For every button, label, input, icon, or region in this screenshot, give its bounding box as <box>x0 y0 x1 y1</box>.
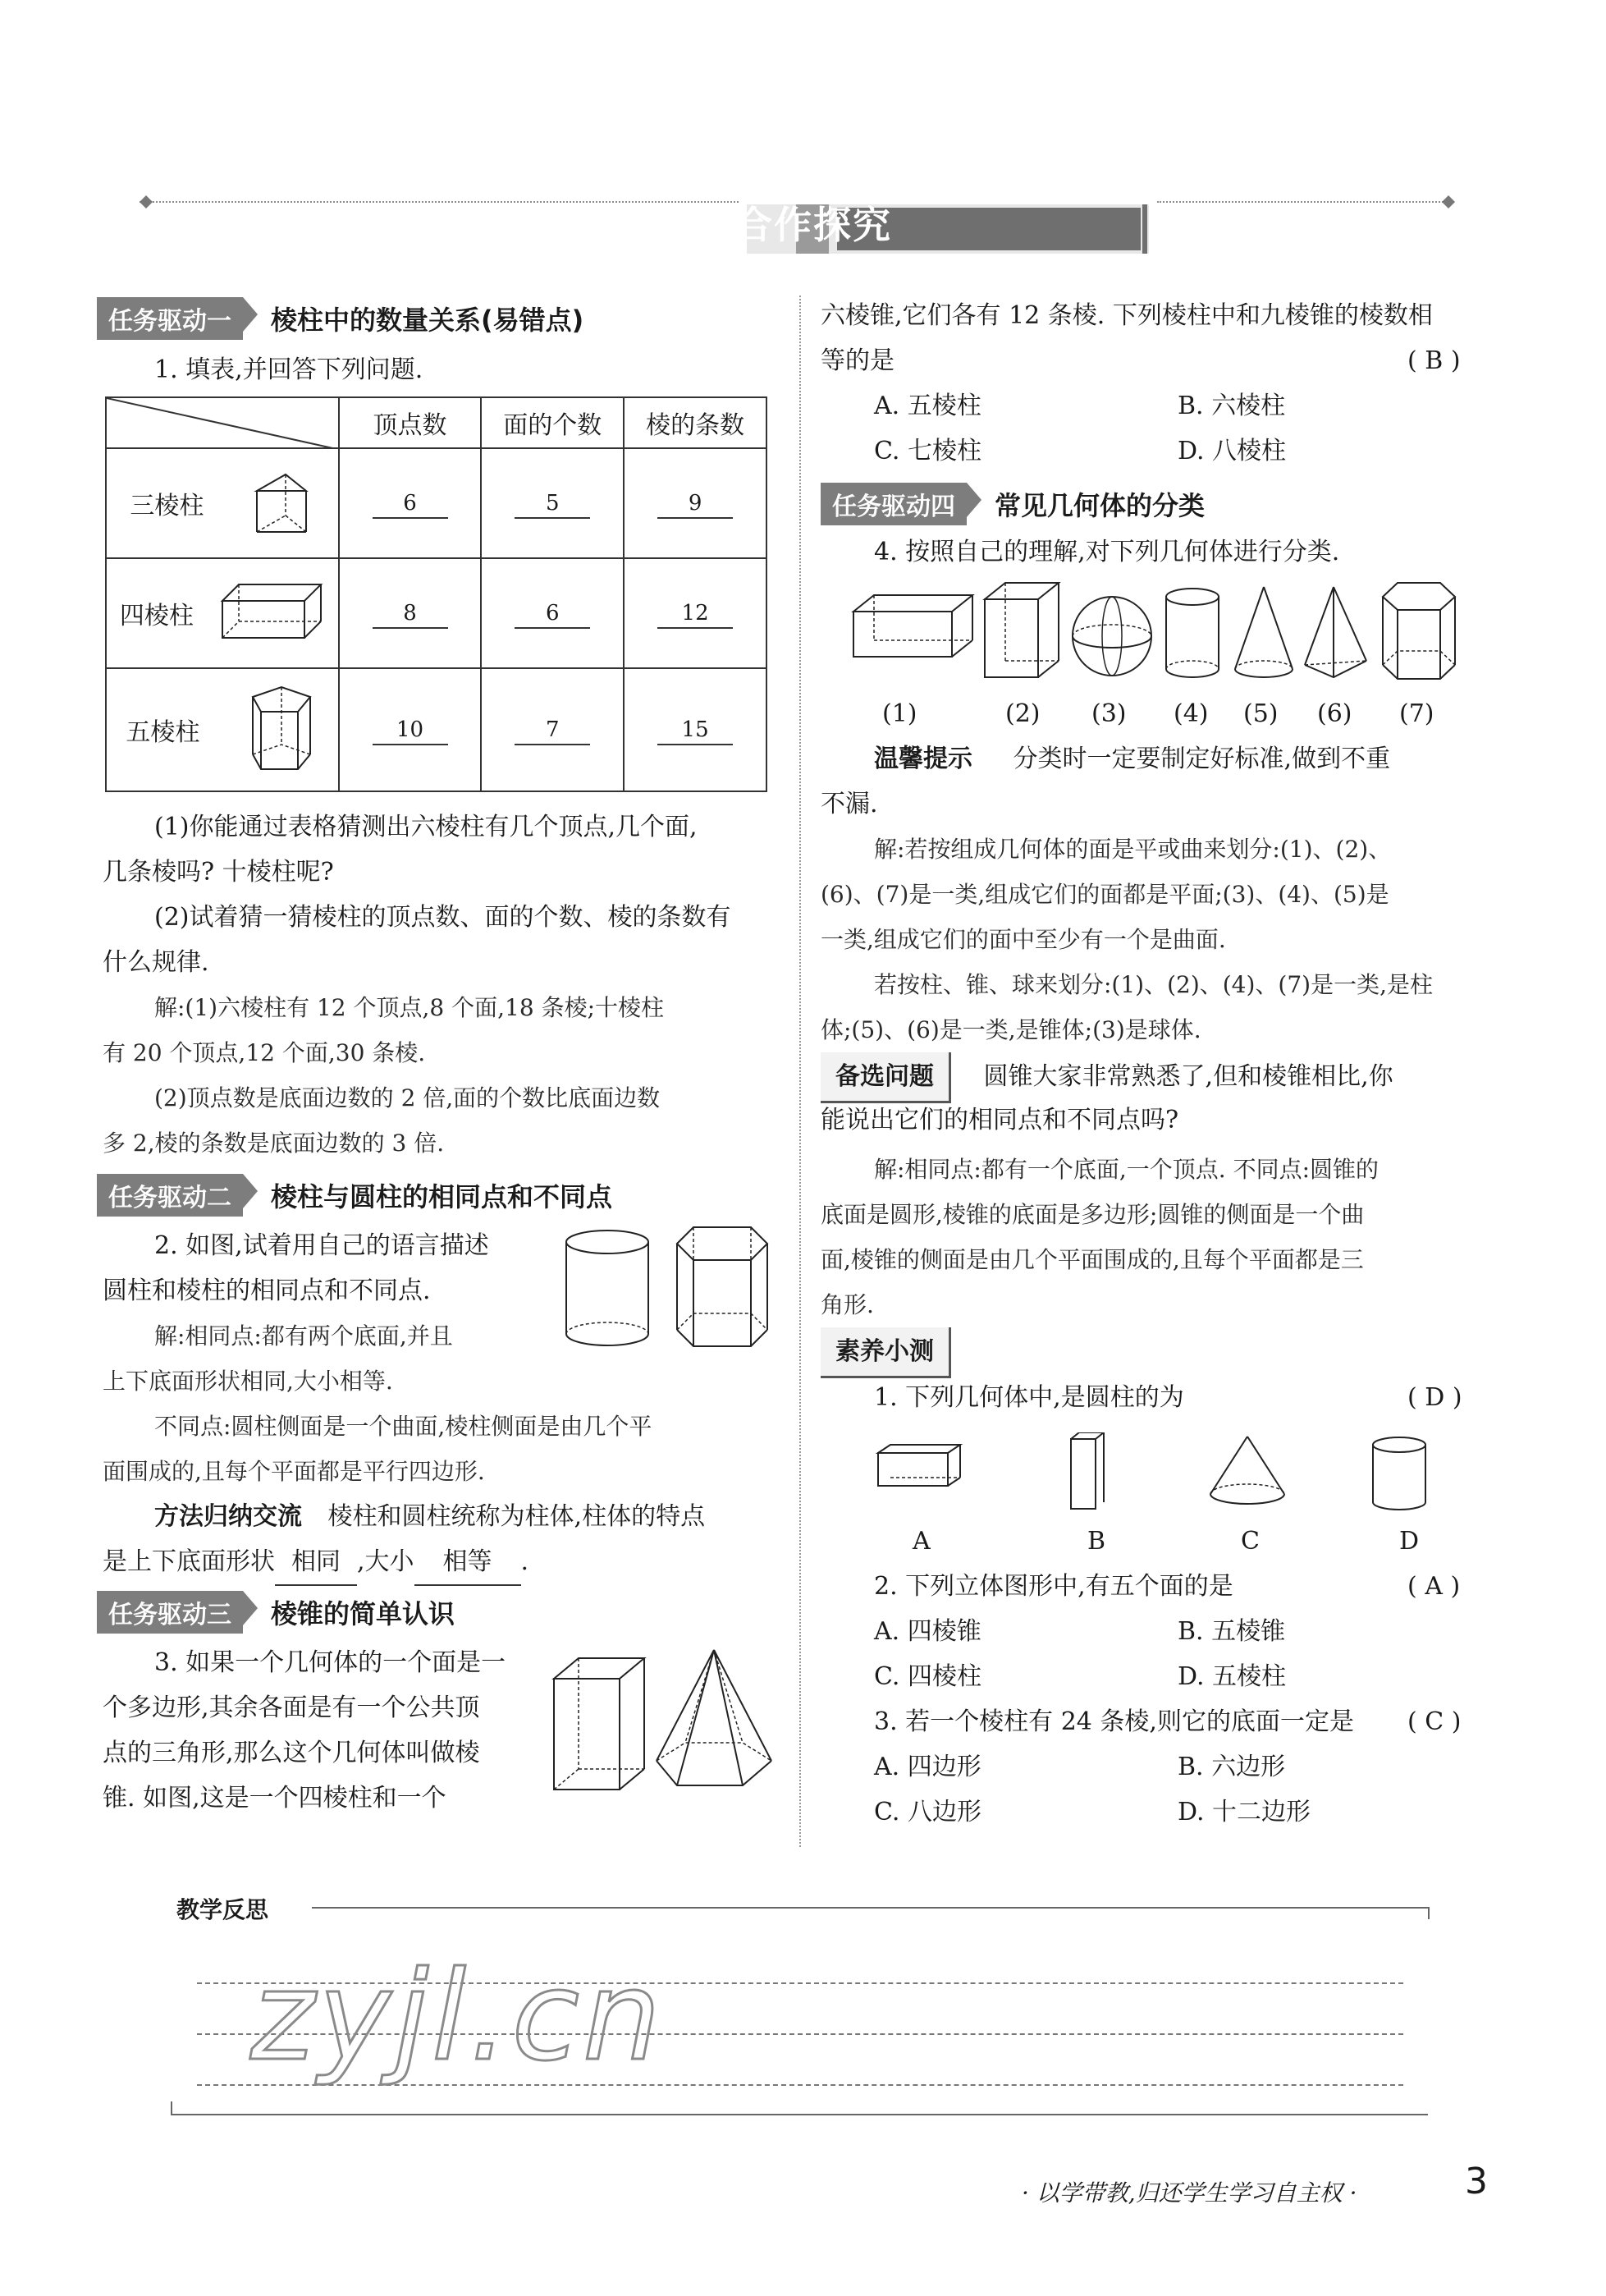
header-rule-left <box>140 201 739 203</box>
answer-blank: 5 <box>515 489 590 519</box>
method-text: . <box>520 1547 529 1576</box>
cylinder-shape <box>1166 589 1219 677</box>
pentagonal-prism-icon <box>236 681 318 779</box>
solid-label: (2) <box>1005 699 1041 728</box>
reflection-corner <box>1428 1907 1430 1919</box>
method-label: 方法归纳交流 <box>154 1502 302 1531</box>
options-row <box>874 383 1285 428</box>
subquestion-text: 什么规律. <box>103 948 209 977</box>
solution-text: 上下底面形状相同,大小相等. <box>103 1368 393 1395</box>
solution-text: 有 20 个顶点,12 个面,30 条棱. <box>103 1039 426 1066</box>
extra-question <box>821 1052 1393 1103</box>
solution-text: 解:(1)六棱柱有 12 个顶点,8 个面,18 条棱;十棱柱 <box>154 994 665 1021</box>
task-title: 棱柱中的数量关系(易错点) <box>271 305 584 336</box>
option-a: A. 四边形 <box>874 1753 981 1781</box>
solution-text: 解:若按组成几何体的面是平或曲来划分:(1)、(2)、 <box>874 836 1392 863</box>
reflection-label: 教学反思 <box>176 1896 269 1923</box>
option-d: D. 十二边形 <box>1178 1798 1311 1826</box>
tip <box>874 736 1390 781</box>
hexagonal-pyramid-figure <box>652 1646 776 1794</box>
fill-blank: 相同 <box>275 1539 357 1586</box>
watermark: zyjl.cn <box>250 1945 665 2088</box>
answer-blank: 8 <box>373 599 448 629</box>
row-label-cell <box>106 448 339 558</box>
solution-text: 角形. <box>821 1291 874 1318</box>
options-row <box>874 1609 1285 1654</box>
answer-paren: ( D ) <box>1407 1383 1462 1412</box>
method-summary <box>154 1494 705 1539</box>
question-3-cont: 六棱锥,它们各有 12 条棱. 下列棱柱中和九棱锥的棱数相 <box>821 301 1433 330</box>
row-label-cell <box>106 668 339 791</box>
task-tag: 任务驱动一 <box>97 297 243 340</box>
page-number: 3 <box>1465 2161 1488 2202</box>
header-cell: 顶点数 <box>339 397 482 448</box>
solution-text: 面围成的,且每个平面都是平行四边形. <box>103 1458 485 1485</box>
solution-text: 一类,组成它们的面中至少有一个是曲面. <box>821 926 1226 953</box>
extra-text: 圆锥大家非常熟悉了,但和棱锥相比,你 <box>983 1062 1393 1091</box>
polyhedron-table <box>105 396 767 792</box>
option-b: B. 六边形 <box>1178 1753 1286 1781</box>
option-c: C. 七棱柱 <box>874 437 981 465</box>
solution-text: 面,棱锥的侧面是由几个平面围成的,且每个平面都是三 <box>821 1246 1364 1273</box>
figure-label: D <box>1399 1527 1420 1556</box>
method-text: 棱柱和圆柱统称为柱体,柱体的特点 <box>327 1502 706 1531</box>
question-3-cont: 个多边形,其余各面是有一个公共顶 <box>103 1693 480 1722</box>
option-c-cone <box>1210 1437 1284 1504</box>
solution-text: 解:相同点:都有一个底面,一个顶点. 不同点:圆锥的 <box>874 1156 1380 1183</box>
quiz-question-3: 3. 若一个棱柱有 24 条棱,则它的底面一定是 <box>874 1707 1354 1736</box>
tip-text: 不漏. <box>821 790 878 818</box>
column-divider <box>799 296 801 1847</box>
header-cell: 棱的条数 <box>624 397 766 448</box>
task1-heading <box>97 297 583 340</box>
quadrangular-prism-icon <box>218 580 325 646</box>
reflection-bottom-rule <box>171 2114 1428 2115</box>
options-row <box>874 428 1286 474</box>
task-tag: 任务驱动四 <box>821 483 967 525</box>
task-tag: 任务驱动三 <box>97 1591 243 1634</box>
task-title: 棱柱与圆柱的相同点和不同点 <box>271 1181 613 1212</box>
extra-text: 能说出它们的相同点和不同点吗? <box>821 1106 1179 1134</box>
quiz-question-1: 1. 下列几何体中,是圆柱的为 <box>874 1383 1184 1412</box>
solid-label: (5) <box>1243 699 1279 728</box>
solid-label: (6) <box>1317 699 1352 728</box>
solid-label: (4) <box>1174 699 1209 728</box>
footer-slogan: · 以学带教,归还学生学习自主权 · <box>1022 2179 1357 2207</box>
method-text: 是上下底面形状 <box>103 1547 275 1576</box>
page-title: 合作探究 <box>734 203 892 247</box>
solution-text: 不同点:圆柱侧面是一个曲面,棱柱侧面是由几个平 <box>154 1413 652 1440</box>
cube-shape <box>985 583 1059 677</box>
hexagonal-prism-shape <box>1383 583 1455 679</box>
solution-text: 体;(5)、(6)是一类,是锥体;(3)是球体. <box>821 1016 1201 1043</box>
diamond-icon <box>1442 195 1455 209</box>
question-3-cont: 等的是 <box>821 346 895 375</box>
solution-text: 若按柱、锥、球来划分:(1)、(2)、(4)、(7)是一类,是柱 <box>874 971 1433 998</box>
pyramid-shape <box>1305 587 1366 677</box>
method-summary-cont <box>103 1539 528 1586</box>
reflection-top-rule <box>312 1907 1428 1909</box>
solids-figure-row <box>849 579 1473 685</box>
answer-paren: ( C ) <box>1407 1707 1462 1736</box>
solution-text: (2)顶点数是底面边数的 2 倍,面的个数比底面边数 <box>154 1084 661 1111</box>
figure-label: A <box>913 1527 931 1556</box>
answer-blank: 7 <box>515 716 590 745</box>
solid-label: (7) <box>1399 699 1434 728</box>
solution-text: 底面是圆形,棱锥的底面是多边形;圆锥的侧面是一个曲 <box>821 1201 1365 1228</box>
task4-heading <box>821 483 1205 525</box>
answer-paren: ( B ) <box>1407 346 1461 375</box>
tip-text: 分类时一定要制定好标准,做到不重 <box>1013 745 1391 773</box>
options-row <box>874 1654 1286 1699</box>
cone-shape <box>1235 587 1293 677</box>
triangular-prism-icon <box>249 466 314 540</box>
option-c: C. 八边形 <box>874 1798 981 1826</box>
answer-blank: 15 <box>657 716 733 745</box>
subquestion-text: (1)你能通过表格猜测出六棱柱有几个顶点,几个面, <box>154 813 698 841</box>
diagonal-line <box>107 398 336 449</box>
option-b: B. 五棱锥 <box>1178 1617 1286 1646</box>
answer-paren: ( A ) <box>1407 1572 1461 1601</box>
option-c: C. 四棱柱 <box>874 1662 981 1691</box>
solution-text: 解:相同点:都有两个底面,并且 <box>154 1322 453 1350</box>
option-d: D. 五棱柱 <box>1178 1662 1287 1691</box>
fill-blank: 相等 <box>414 1539 521 1586</box>
question-3: 3. 如果一个几何体的一个面是一 <box>154 1648 506 1677</box>
figure-label: B <box>1087 1527 1106 1556</box>
task-title: 棱锥的简单认识 <box>271 1598 455 1629</box>
figure-label: C <box>1241 1527 1260 1556</box>
option-b: B. 六棱柱 <box>1178 392 1286 420</box>
task-tag: 任务驱动二 <box>97 1174 243 1217</box>
header-cell: 面的个数 <box>481 397 624 448</box>
reflection-corner <box>171 2101 172 2114</box>
answer-blank: 12 <box>657 599 733 629</box>
solution-text: (6)、(7)是一类,组成它们的面都是平面;(3)、(4)、(5)是 <box>821 881 1389 908</box>
answer-blank: 9 <box>657 489 733 519</box>
row-label-cell <box>106 558 339 668</box>
answer-blank: 10 <box>373 716 448 745</box>
answer-blank: 6 <box>373 489 448 519</box>
answer-blank: 6 <box>515 599 590 629</box>
quiz-figure-row <box>874 1432 1448 1515</box>
diamond-icon <box>140 195 153 209</box>
method-text: ,大小 <box>357 1547 414 1576</box>
question-3-cont: 锥. 如图,这是一个四棱柱和一个 <box>103 1784 446 1813</box>
solid-label: (3) <box>1091 699 1127 728</box>
option-b-tall-prism <box>1071 1432 1104 1509</box>
quiz-label: 素养小测 <box>821 1327 951 1378</box>
option-a-cuboid <box>878 1445 960 1486</box>
header-rule-right <box>1157 201 1453 203</box>
option-a: A. 四棱锥 <box>874 1617 981 1646</box>
corner-cell <box>106 397 339 448</box>
quadrangular-prism-figure <box>550 1654 648 1794</box>
question-1: 1. 填表,并回答下列问题. <box>154 355 423 384</box>
shape-name: 四棱柱 <box>119 602 194 630</box>
subquestion-text: 几条棱吗? 十棱柱呢? <box>103 858 334 887</box>
sphere-shape <box>1073 597 1151 676</box>
question-4: 4. 按照自己的理解,对下列几何体进行分类. <box>874 538 1340 566</box>
task2-heading <box>97 1174 612 1217</box>
shape-name: 五棱柱 <box>126 718 200 747</box>
tip-label: 温馨提示 <box>874 745 972 773</box>
option-d: D. 八棱柱 <box>1178 437 1287 465</box>
solid-label: (1) <box>882 699 917 728</box>
options-row <box>874 1744 1285 1790</box>
question-3-cont: 点的三角形,那么这个几何体叫做棱 <box>103 1739 480 1767</box>
question-2-cont: 圆柱和棱柱的相同点和不同点. <box>103 1276 431 1305</box>
quiz-question-2: 2. 下列立体图形中,有五个面的是 <box>874 1572 1233 1601</box>
quiz-heading <box>821 1327 951 1378</box>
option-d-cylinder <box>1373 1437 1425 1510</box>
option-a: A. 五棱柱 <box>874 392 981 420</box>
hexagonal-prism-figure <box>673 1223 771 1354</box>
task-title: 常见几何体的分类 <box>995 490 1206 521</box>
cuboid-shape <box>853 595 972 657</box>
options-row <box>874 1790 1311 1835</box>
subquestion-text: (2)试着猜一猜棱柱的顶点数、面的个数、棱的条数有 <box>154 903 731 932</box>
task3-heading <box>97 1591 455 1634</box>
question-2: 2. 如图,试着用自己的语言描述 <box>154 1231 489 1260</box>
shape-name: 三棱柱 <box>130 492 204 520</box>
solution-text: 多 2,棱的条数是底面边数的 3 倍. <box>103 1130 445 1157</box>
cylinder-figure <box>562 1227 652 1350</box>
extra-label: 备选问题 <box>821 1052 951 1103</box>
